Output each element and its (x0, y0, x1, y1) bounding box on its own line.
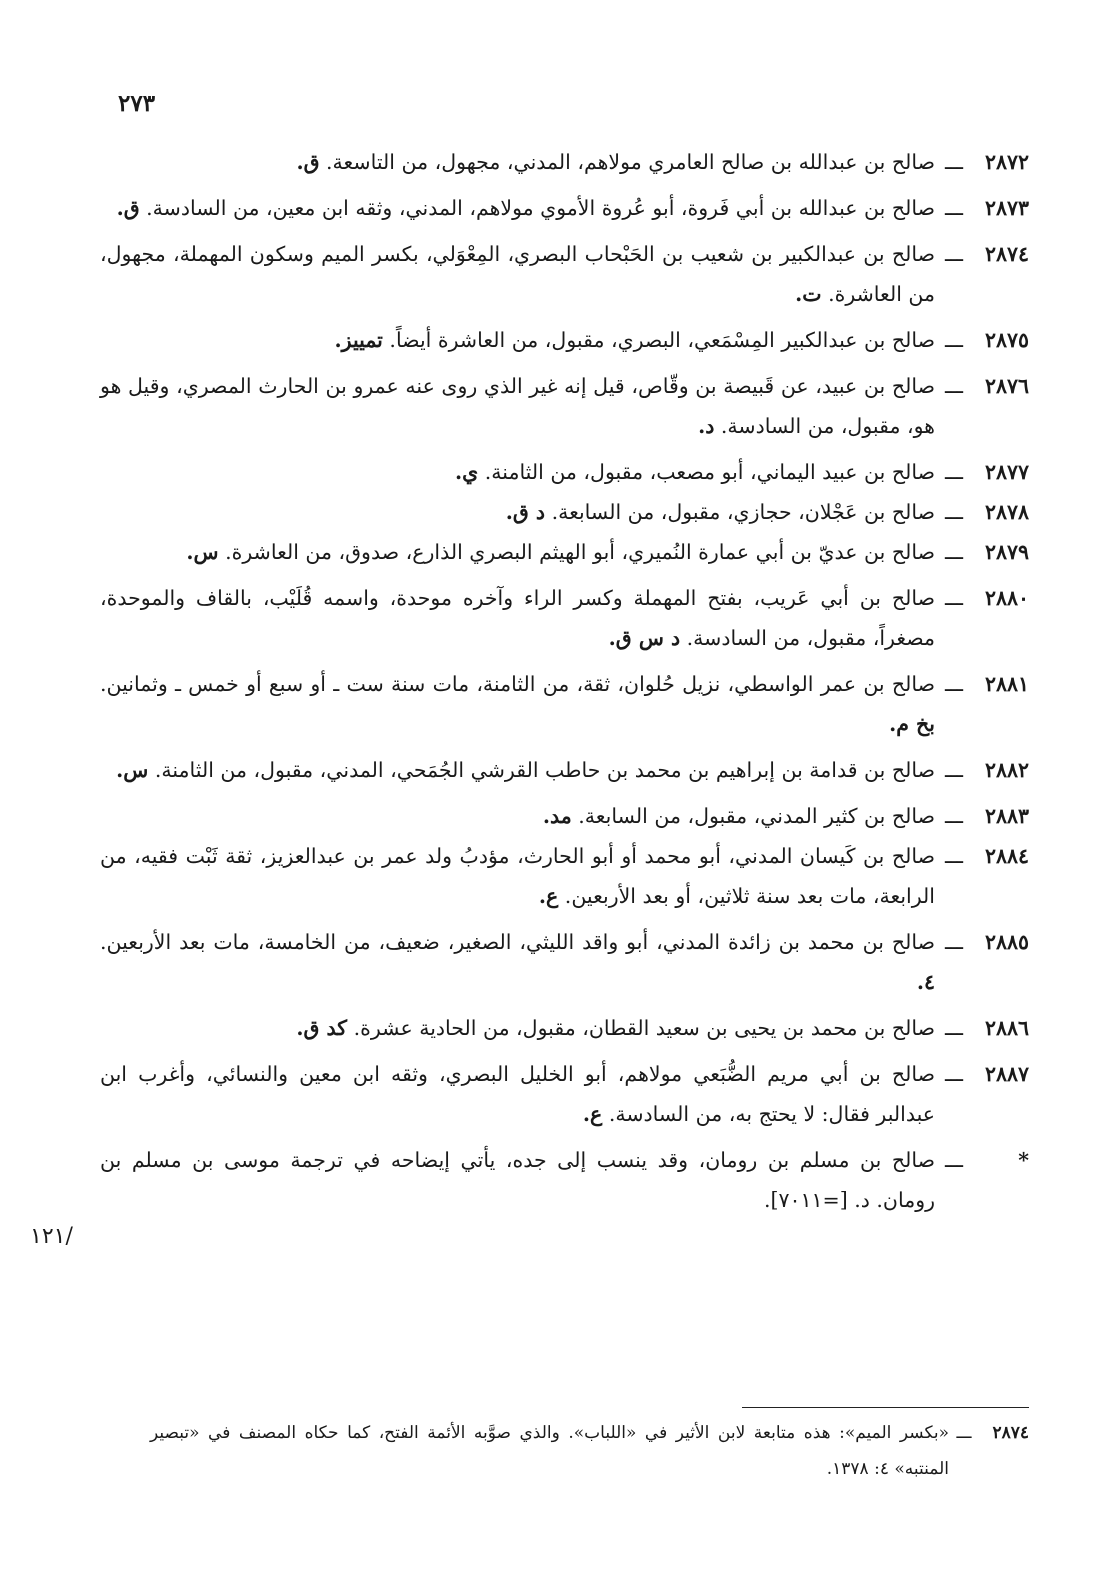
entry-dash: ـــ (944, 500, 964, 524)
entry-text (100, 1008, 935, 1048)
entry-body: صالح بن عبدالكبير المِسْمَعي، البصري، مقبول، من العاشرة أيضاً. (389, 328, 935, 352)
entry-number: ٢٨٨١ (984, 672, 1029, 696)
entry-star-marker: * (1018, 1148, 1029, 1172)
entry-2873 (100, 188, 1029, 228)
entry-number: ٢٨٧٣ (984, 196, 1029, 220)
entry-text (100, 142, 935, 182)
entry-dash: ـــ (944, 540, 964, 564)
entry-dash: ـــ (944, 672, 964, 696)
entry-text (100, 234, 935, 314)
entry-text (100, 1054, 935, 1134)
entry-dash: ـــ (944, 374, 964, 398)
entry-body: صالح بن عمر الواسطي، نزيل حُلوان، ثقة، من الثامنة، مات سنة ست ـ أو سبع أو خمس ـ وثمانين. (100, 672, 935, 696)
entry-text (100, 188, 935, 228)
entry-dash: ـــ (944, 196, 964, 220)
entry-body: صالح بن كَيسان المدني، أبو محمد أو أبو الحارث، مؤدبُ ولد عمر بن عبدالعزيز، ثقة ثَبْت فقيه، من الرابعة، مات بعد سنة ثلاثين، أو بعد الأربعين. (100, 844, 935, 908)
entry-2875 (100, 320, 1029, 360)
entry-text (100, 836, 935, 916)
entry-body: صالح بن محمد بن يحيى بن سعيد القطان، مقبول، من الحادية عشرة. (353, 1016, 935, 1040)
footnote (150, 1415, 1029, 1487)
entry-number: ٢٨٨٠ (984, 586, 1029, 610)
entry-2882 (100, 750, 1029, 790)
entry-body: صالح بن أبي عَريب، بفتح المهملة وكسر الراء وآخره موحدة، واسمه قُلَيْب، بالقاف والموحدة، مصغراً، مقبول، من السادسة. (100, 586, 935, 650)
entry-2880 (100, 578, 1029, 658)
entry-code: مد. (542, 804, 572, 828)
entry-text (100, 796, 935, 836)
entry-2884 (100, 836, 1029, 916)
entry-dash: ـــ (944, 150, 964, 174)
entry-text (100, 452, 935, 492)
page-number: ٢٧٣ (118, 90, 156, 117)
entry-text (100, 664, 935, 744)
entry-2872 (100, 142, 1029, 182)
entries-list (100, 142, 1029, 1226)
entry-code: ي. (455, 460, 479, 484)
entry-body: صالح بن محمد بن زائدة المدني، أبو واقد الليثي، الصغير، ضعيف، من الخامسة، مات بعد الأربعين. (100, 930, 935, 954)
entry-code: ع. (538, 884, 559, 908)
entry-dash: ـــ (944, 586, 964, 610)
entry-body: صالح بن عبدالله بن صالح العامري مولاهم، المدني، مجهول، من التاسعة. (326, 150, 935, 174)
entry-number: ٢٨٨٥ (984, 930, 1029, 954)
entry-2885 (100, 922, 1029, 1002)
entry-code: س. (116, 758, 149, 782)
entry-number: ٢٨٧٤ (984, 242, 1029, 266)
entry-body: صالح بن عديّ بن أبي عمارة النُميري، أبو الهيثم البصري الذارع، صدوق، من العاشرة. (225, 540, 935, 564)
entry-dash: ـــ (944, 758, 964, 782)
entry-text (100, 750, 935, 790)
entry-dash: ـــ (944, 460, 964, 484)
entry-dash: ـــ (944, 844, 964, 868)
entry-text (100, 578, 935, 658)
entry-2881 (100, 664, 1029, 744)
entry-number: ٢٨٧٥ (984, 328, 1029, 352)
entry-text (100, 1140, 935, 1220)
entry-number: ٢٨٧٢ (984, 150, 1029, 174)
entry-code: د. (698, 414, 715, 438)
entry-2887 (100, 1054, 1029, 1134)
entry-text (100, 532, 935, 572)
entry-dash: ـــ (944, 328, 964, 352)
entry-text (100, 492, 935, 532)
entry-body: صالح بن عَجْلان، حجازي، مقبول، من السابعة. (551, 500, 935, 524)
entry-body: صالح بن كثير المدني، مقبول، من السابعة. (578, 804, 935, 828)
entry-code: ق. (296, 150, 320, 174)
entry-body: صالح بن مسلم بن رومان، وقد ينسب إلى جده، يأتي إيضاحه في ترجمة موسى بن مسلم بن رومان. (100, 1148, 935, 1212)
entry-number: ٢٨٧٨ (984, 500, 1029, 524)
entry-body: صالح بن عبيد اليماني، أبو مصعب، مقبول، من الثامنة. (484, 460, 935, 484)
entry-dash: ـــ (944, 804, 964, 828)
entry-code: د. [=٧٠١١]. (763, 1188, 870, 1212)
entry-2876 (100, 366, 1029, 446)
entry-code: ت. (795, 282, 822, 306)
entry-code: ٤. (916, 970, 935, 994)
entry-text (100, 320, 935, 360)
entry-body: صالح بن أبي مريم الضُّبَعي مولاهم، أبو الخليل البصري، وثقه ابن معين والنسائي، وأغرب ابن عبدالبر فقال: لا يحتج به، من السادسة. (100, 1062, 935, 1126)
entry-number: ٢٨٧٦ (984, 374, 1029, 398)
entry-text (100, 366, 935, 446)
entry-2877 (100, 452, 1029, 492)
entry-dash: ـــ (944, 1016, 964, 1040)
entry-code: ع. (582, 1102, 603, 1126)
entry-code: بخ م. (889, 712, 935, 736)
entry-2879 (100, 532, 1029, 572)
entry-code: كد ق. (296, 1016, 348, 1040)
footnote-divider (742, 1407, 1029, 1408)
entry-text (100, 922, 935, 1002)
entry-body: صالح بن عبيد، عن قَبيصة بن وقّاص، قيل إنه غير الذي روى عنه عمرو بن الحارث المصري، وقيل هو هو، مقبول، من السادسة. (100, 374, 935, 438)
entry-code: ق. (116, 196, 140, 220)
entry-body: صالح بن قدامة بن إبراهيم بن محمد بن حاطب القرشي الجُمَحي، المدني، مقبول، من الثامنة. (154, 758, 935, 782)
entry-dash: ـــ (944, 1062, 964, 1086)
entry-number: ٢٨٧٩ (984, 540, 1029, 564)
entry-2886 (100, 1008, 1029, 1048)
entry-code: د ق. (505, 500, 546, 524)
entry-number: ٢٨٨٧ (984, 1062, 1029, 1086)
entry-2878 (100, 492, 1029, 532)
entry-number: ٢٨٨٦ (984, 1016, 1029, 1040)
entry-cross-reference (100, 1140, 1029, 1220)
entry-body: صالح بن عبدالكبير بن شعيب بن الحَبْحاب البصري، المِعْوَلي، بكسر الميم وسكون المهملة، مجهول، من العاشرة. (100, 242, 935, 306)
entry-2883 (100, 796, 1029, 836)
footnote-text: «بكسر الميم»: هذه متابعة لابن الأثير في «اللباب». والذي صوَّبه الأئمة الفتح، كما حكاه المصنف في «تبصير المنتبه» ٤: ١٣٧٨. (150, 1423, 949, 1479)
entry-code: س. (186, 540, 219, 564)
entry-body: صالح بن عبدالله بن أبي فَروة، أبو عُروة الأموي مولاهم، المدني، وثقه ابن معين، من السادسة. (146, 196, 935, 220)
entry-number: ٢٨٨٢ (984, 758, 1029, 782)
entry-code: د س ق. (608, 626, 681, 650)
entry-dash: ـــ (944, 930, 964, 954)
entry-code: تمييز. (334, 328, 383, 352)
footnote-dash: ـــ (956, 1423, 972, 1443)
entry-dash: ـــ (944, 242, 964, 266)
margin-note: ١٢١/ (30, 1224, 73, 1249)
entry-dash: ـــ (944, 1148, 964, 1172)
entry-number: ٢٨٨٤ (984, 844, 1029, 868)
footnote-number: ٢٨٧٤ (992, 1423, 1029, 1443)
entry-2874 (100, 234, 1029, 314)
entry-number: ٢٨٨٣ (984, 804, 1029, 828)
entry-number: ٢٨٧٧ (984, 460, 1029, 484)
